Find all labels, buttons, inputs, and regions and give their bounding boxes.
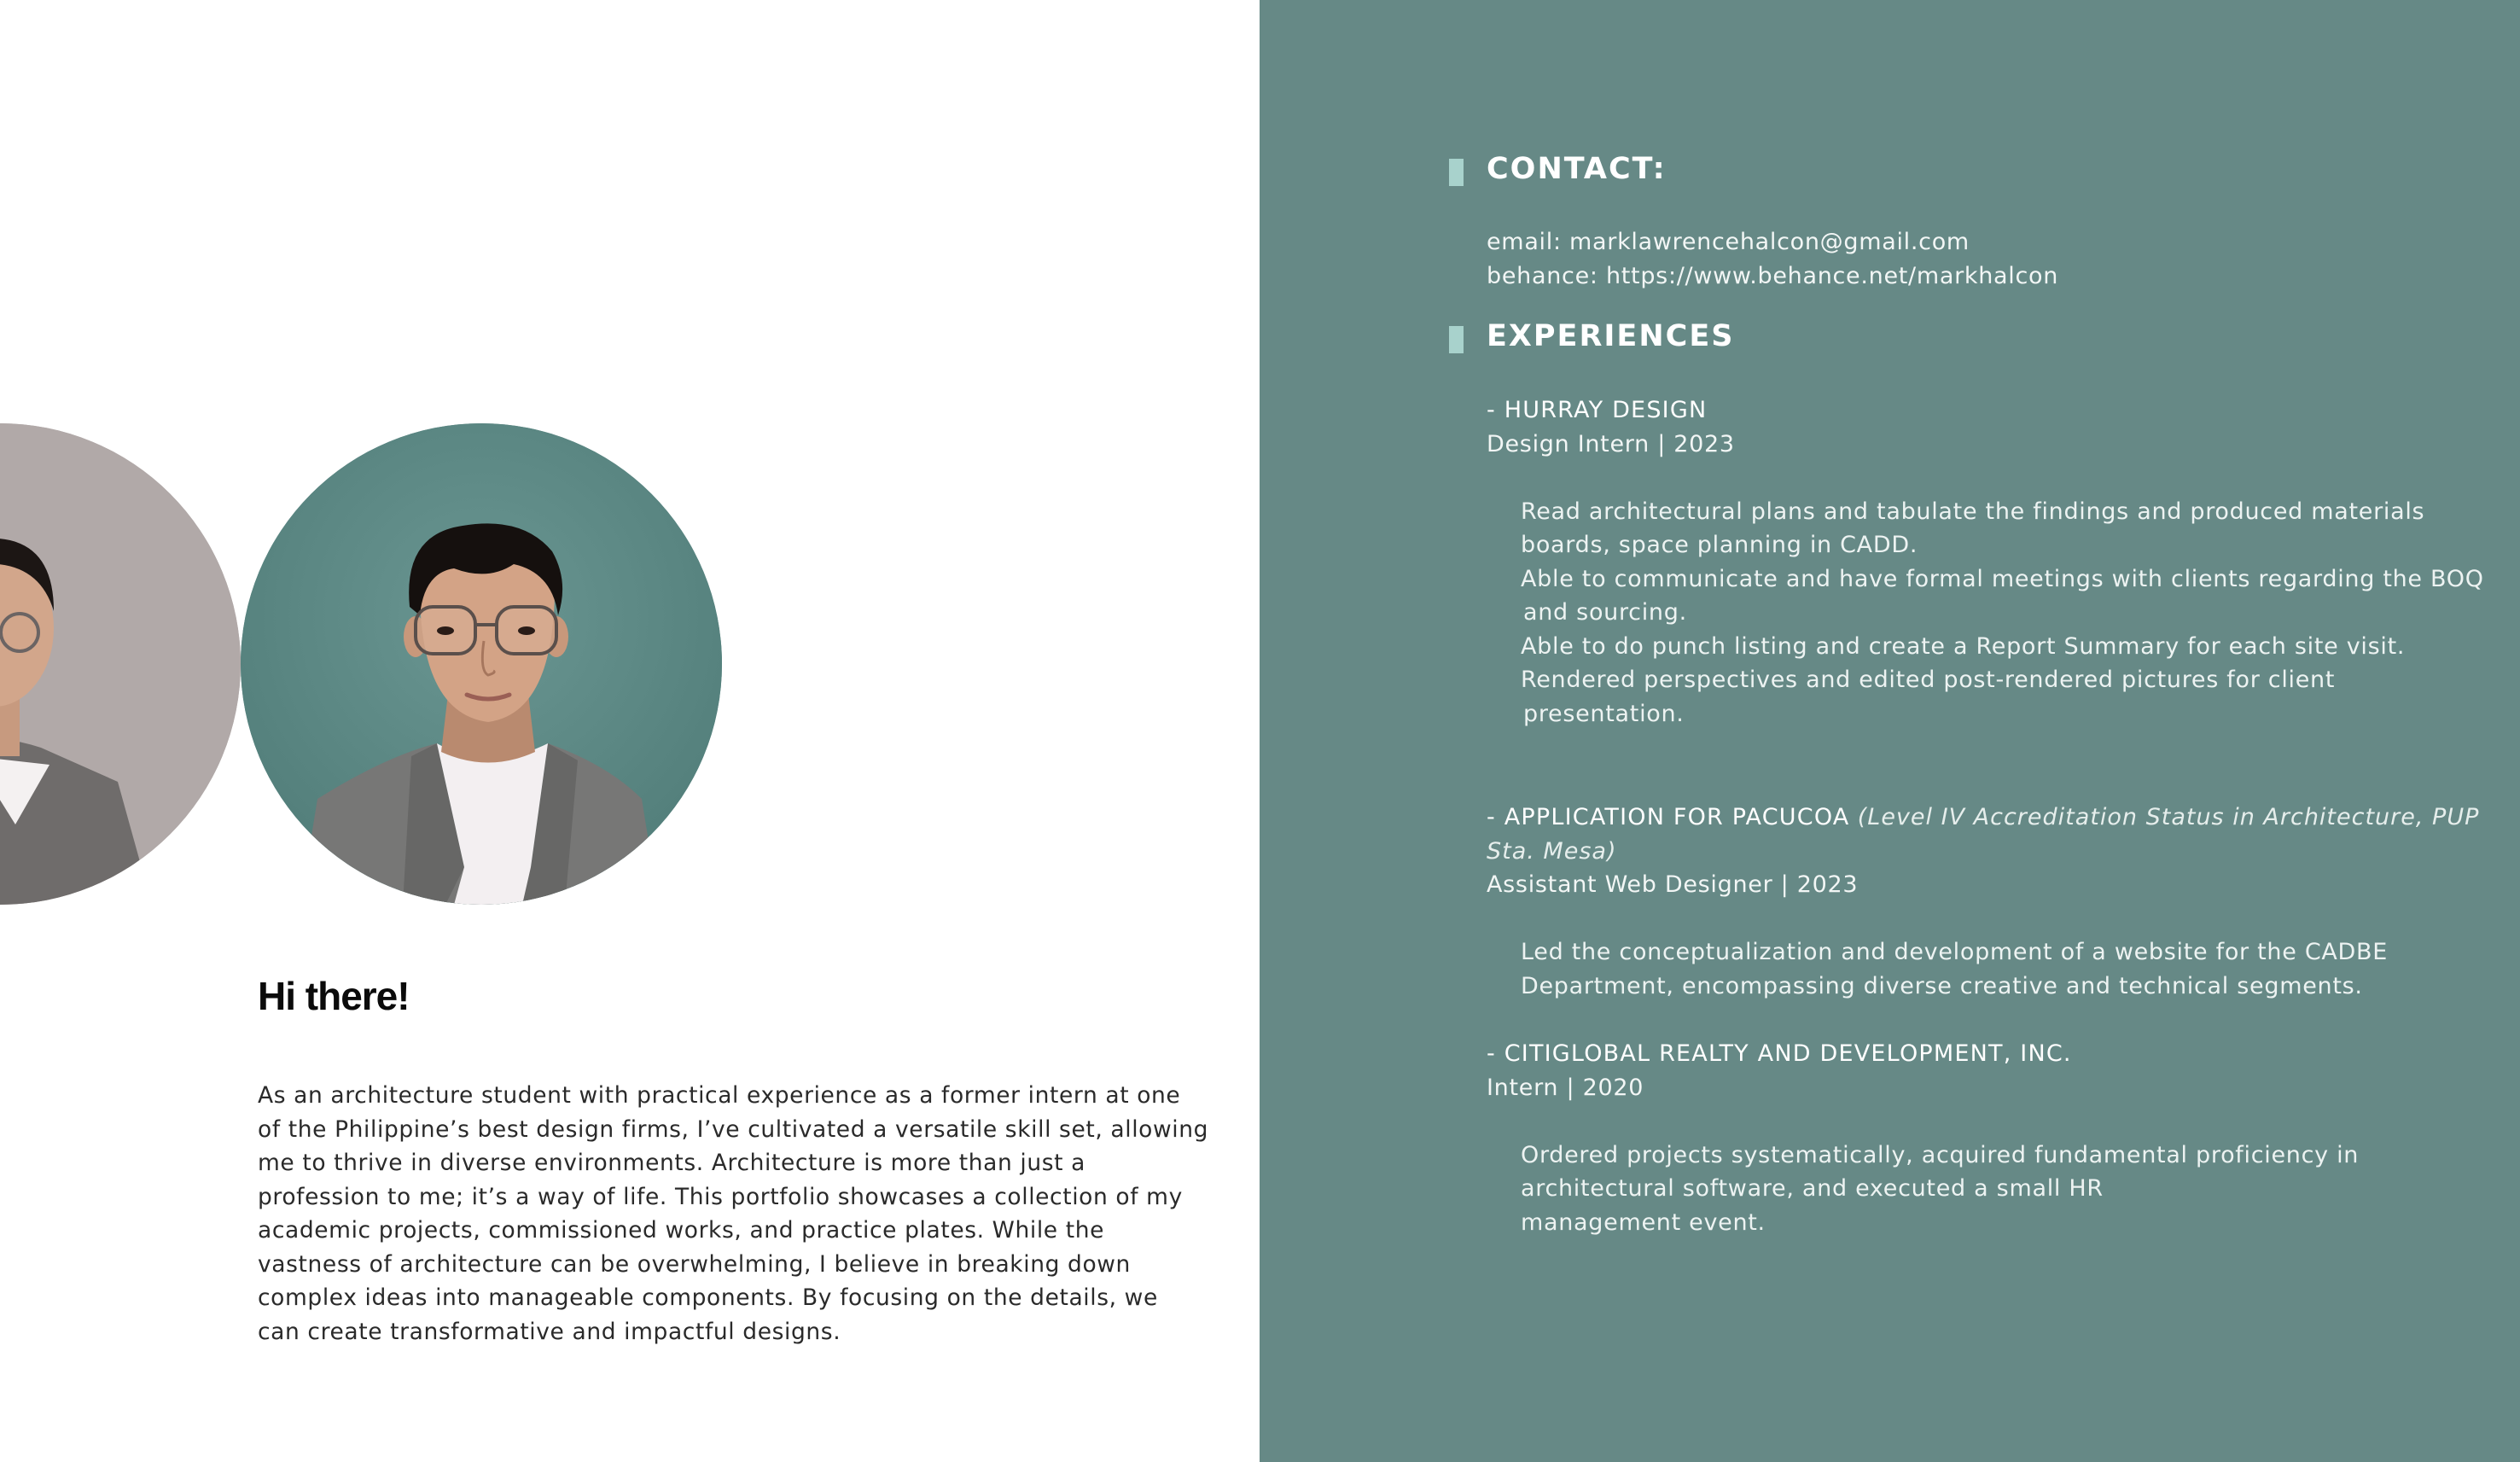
experiences-heading-label: EXPERIENCES bbox=[1487, 319, 1735, 353]
intro-paragraph bbox=[258, 1079, 1222, 1348]
contact-heading-label: CONTACT: bbox=[1487, 152, 1667, 186]
portrait-image bbox=[241, 423, 722, 905]
intro-line: me to thrive in diverse environments. Architecture is more than just a bbox=[258, 1150, 1086, 1176]
experience-company: - HURRAY DESIGN bbox=[1487, 397, 1708, 423]
description-line: Ordered projects systematically, acquired fundamental proficiency in bbox=[1521, 1141, 2360, 1168]
description-line: Led the conceptualization and development of a website for the CADBE bbox=[1521, 939, 2389, 965]
experience-role: Assistant Web Designer | 2023 bbox=[1487, 871, 1859, 898]
intro-line: As an architecture student with practical experience as a former intern at one bbox=[258, 1082, 1181, 1109]
intro-line: profession to me; it’s a way of life. This portfolio showcases a collection of my bbox=[258, 1183, 1183, 1210]
description-line: Able to communicate and have formal meetings with clients regarding the BOQ bbox=[1521, 565, 2484, 592]
description-line: management event. bbox=[1521, 1209, 1766, 1236]
contact-behance[interactable]: behance: https://www.behance.net/markhalcon bbox=[1487, 262, 2059, 289]
experience-description bbox=[1521, 935, 2388, 1003]
experience-description bbox=[1521, 495, 2484, 731]
intro-line: can create transformative and impactful designs. bbox=[258, 1318, 841, 1345]
contact-heading bbox=[1487, 152, 1667, 186]
resume-panel bbox=[1260, 0, 2520, 1462]
description-line: architectural software, and executed a small HR bbox=[1521, 1175, 2104, 1202]
experience-company: - CITIGLOBAL REALTY AND DEVELOPMENT, INC. bbox=[1487, 1040, 2072, 1067]
experience-role: Design Intern | 2023 bbox=[1487, 430, 1735, 457]
portrait-image-faded bbox=[0, 423, 241, 905]
intro-line: complex ideas into manageable components. By focusing on the details, we bbox=[258, 1284, 1158, 1311]
contact-email[interactable]: email: marklawrencehalcon@gmail.com bbox=[1487, 229, 1970, 255]
intro-heading: Hi there! bbox=[258, 974, 410, 1018]
description-line: Rendered perspectives and edited post-rendered pictures for client bbox=[1521, 667, 2336, 693]
intro-line: of the Philippine’s best design firms, I’ve cultivated a versatile skill set, allowing bbox=[258, 1115, 1209, 1143]
intro-line: vastness of architecture can be overwhelming, I believe in breaking down bbox=[258, 1250, 1131, 1278]
description-line: and sourcing. bbox=[1523, 599, 1687, 626]
experience-role: Intern | 2020 bbox=[1487, 1074, 1644, 1101]
profile-photo-faded bbox=[0, 423, 241, 905]
intro-line: academic projects, commissioned works, and practice plates. While the bbox=[258, 1217, 1105, 1244]
experience-company bbox=[1487, 801, 2494, 868]
description-line: Able to do punch listing and create a Report Summary for each site visit. bbox=[1521, 632, 2406, 660]
experience-description bbox=[1521, 1139, 2359, 1240]
description-line: boards, space planning in CADD. bbox=[1521, 532, 1918, 558]
heading-marker bbox=[1449, 326, 1464, 353]
profile-photo bbox=[241, 423, 722, 905]
description-line: presentation. bbox=[1523, 700, 1685, 727]
experience-company-name: - APPLICATION FOR PACUCOA bbox=[1487, 804, 1850, 830]
description-line: Department, encompassing diverse creative and technical segments. bbox=[1521, 972, 2363, 999]
description-line: Read architectural plans and tabulate the findings and produced materials bbox=[1521, 498, 2425, 525]
experiences-heading bbox=[1487, 319, 1734, 353]
heading-marker bbox=[1449, 159, 1464, 186]
experience-company-note: (Level IV Accreditation Status in Architecture, PUP Sta. Mesa) bbox=[1487, 804, 2480, 865]
